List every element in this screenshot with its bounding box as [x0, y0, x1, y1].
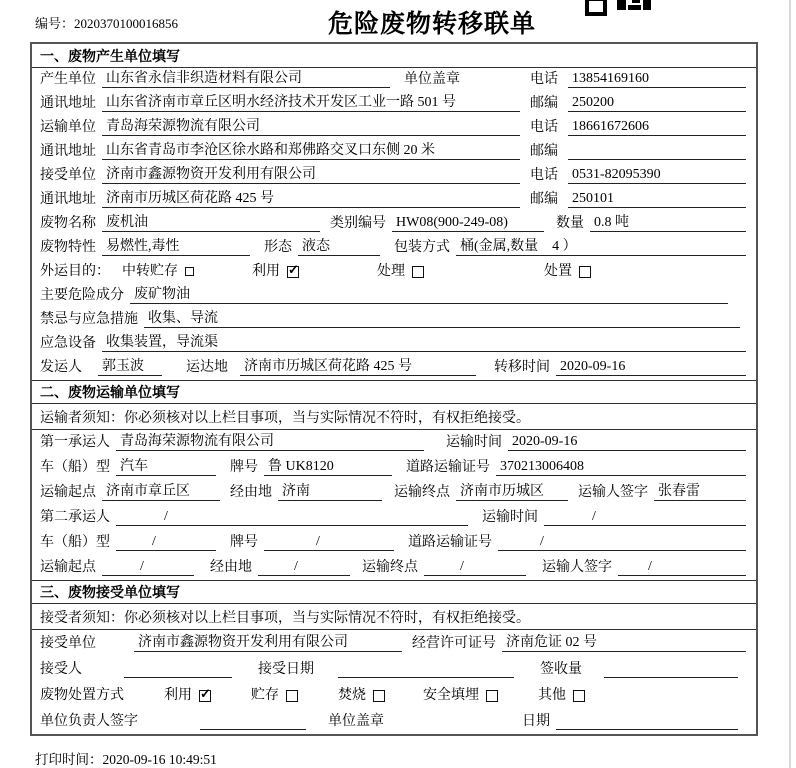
purpose-option-use — [252, 264, 299, 280]
category-label: 类别编号 — [330, 215, 386, 231]
section2-heading: 二、废物运输单位填写 — [32, 380, 756, 404]
equipment-label: 应急设备 — [40, 335, 96, 351]
carrier1-value: 青岛海荣源物流有限公司 — [116, 434, 424, 451]
row-vehicle2 — [32, 530, 756, 555]
transporter-phone-group — [530, 119, 746, 136]
acceptor-value — [124, 662, 232, 678]
section2-notice: 运输者须知：你必须核对以上栏目事项，当与实际情况不符时，有权拒绝接受。 — [32, 404, 756, 430]
form-header — [0, 0, 796, 42]
receiver-phone-group — [530, 167, 746, 184]
measures-value: 收集、导流 — [144, 311, 740, 328]
checkbox-store — [286, 690, 298, 702]
waste-name-value: 废机油 — [102, 215, 320, 232]
category-value: HW08(900-249-08) — [392, 215, 544, 232]
qr-code-fragment — [585, 0, 655, 12]
zip-label: 邮编 — [530, 143, 558, 159]
receiver-zip-value: 250101 — [568, 191, 746, 208]
address-label: 通讯地址 — [40, 191, 96, 207]
disposal-option-landfill — [423, 688, 498, 704]
row-producer-address — [32, 92, 756, 116]
disposal-option-other — [538, 688, 585, 704]
vehicle2-type-value: / — [116, 534, 216, 551]
qr-block — [643, 0, 651, 10]
print-time-value: 2020-09-16 10:49:51 — [102, 752, 217, 767]
equipment-value: 收集装置，导流渠 — [102, 335, 746, 352]
shipper-label: 发运人 — [40, 359, 82, 375]
checkbox-transfer-storage — [185, 267, 194, 276]
dest-value: 济南市历城区荷花路 425 号 — [240, 359, 476, 376]
receiver-value: 济南市鑫源物资开发利用有限公司 — [102, 167, 520, 184]
option-label: 安全填埋 — [423, 687, 479, 703]
purpose-option-treat — [377, 264, 424, 280]
signed-qty-value — [604, 662, 738, 678]
route2-sign-value: / — [618, 559, 746, 576]
plate-label: 牌号 — [230, 459, 258, 475]
route1-end-value: 济南市历城区 — [456, 484, 568, 501]
disposal-label: 废物处置方式 — [40, 687, 124, 703]
option-label: 利用 — [164, 687, 192, 703]
print-time-label: 打印时间： — [35, 752, 103, 767]
disposal-option-store — [251, 688, 298, 704]
date-label: 日期 — [522, 713, 550, 729]
carrier2-value: / — [116, 509, 468, 526]
receiver-label: 接受单位 — [40, 167, 96, 183]
row-purpose — [32, 260, 756, 284]
qr-finder-outline — [585, 0, 607, 16]
route-end-label: 运输终点 — [362, 559, 418, 575]
row-carrier2 — [32, 505, 756, 530]
row-receiver-address — [32, 188, 756, 212]
route-start-label: 运输起点 — [40, 484, 96, 500]
option-label: 利用 — [252, 263, 280, 279]
signed-qty-label: 签收量 — [540, 661, 582, 677]
hazard-label: 主要危险成分 — [40, 287, 124, 303]
transfer-time-value: 2020-09-16 — [556, 359, 746, 376]
operating-license-value: 济南危证 02 号 — [502, 635, 746, 652]
route-end-label: 运输终点 — [394, 484, 450, 500]
checkbox-incinerate — [373, 690, 385, 702]
purpose-option-transfer — [122, 264, 194, 280]
waste-property-label: 废物特性 — [40, 239, 96, 255]
row-producer — [32, 68, 756, 92]
road-license-label: 道路运输证号 — [406, 459, 490, 475]
vehicle-type-label: 车（船）型 — [40, 459, 110, 475]
route1-via-value: 济南 — [278, 484, 382, 501]
row-waste-property — [32, 236, 756, 260]
row-acceptor — [32, 656, 756, 682]
checkbox-use — [287, 266, 299, 278]
transporter-value: 青岛海荣源物流有限公司 — [102, 119, 520, 136]
row-transporter — [32, 116, 756, 140]
transfer-form-table — [30, 42, 758, 736]
receiver-zip-group — [530, 191, 746, 208]
carrier-sign-label: 运输人签字 — [542, 559, 612, 575]
waste-property-value: 易燃性,毒性 — [102, 239, 250, 256]
route1-sign-value: 张春雷 — [654, 484, 746, 501]
producer-zip-group — [530, 95, 746, 112]
producer-phone-value: 13854169160 — [568, 71, 746, 88]
transporter-label: 运输单位 — [40, 119, 96, 135]
section3-heading: 三、废物接受单位填写 — [32, 580, 756, 604]
row-route2 — [32, 555, 756, 580]
producer-zip-value: 250200 — [568, 95, 746, 112]
qr-block — [617, 0, 626, 10]
accept-date-label: 接受日期 — [258, 661, 314, 677]
receiver-address-value: 济南市历城区荷花路 425 号 — [102, 191, 520, 208]
plate-label: 牌号 — [230, 534, 258, 550]
carrier2-time-value: / — [544, 509, 746, 526]
vehicle2-plate-value: / — [264, 534, 394, 551]
via-label: 经由地 — [230, 484, 272, 500]
vehicle-type-label: 车（船）型 — [40, 534, 110, 550]
row-accept-unit — [32, 630, 756, 656]
checkbox-use — [199, 690, 211, 702]
row-transporter-address — [32, 140, 756, 164]
measures-label: 禁忌与应急措施 — [40, 311, 138, 327]
checkbox-dispose — [579, 266, 591, 278]
carrier1-label: 第一承运人 — [40, 434, 110, 450]
row-waste-name — [32, 212, 756, 236]
route2-start-value: / — [102, 559, 194, 576]
form-state-label: 形态 — [264, 239, 292, 255]
road-license-label: 道路运输证号 — [408, 534, 492, 550]
phone-label: 电话 — [530, 167, 558, 183]
phone-label: 电话 — [530, 119, 558, 135]
row-hazard — [32, 284, 756, 308]
vehicle2-license-value: / — [498, 534, 746, 551]
operating-license-label: 经营许可证号 — [412, 635, 496, 651]
form-state-value: 液态 — [298, 239, 380, 256]
responsible-sign-label: 单位负责人签字 — [40, 713, 138, 729]
zip-label: 邮编 — [530, 95, 558, 111]
transport-time-label: 运输时间 — [482, 509, 538, 525]
qr-block — [632, 0, 640, 3]
waste-name-label: 废物名称 — [40, 215, 96, 231]
vehicle1-plate-value: 鲁 UK8120 — [264, 459, 392, 476]
transport-time-label: 运输时间 — [446, 434, 502, 450]
option-label: 处置 — [544, 263, 572, 279]
transporter-zip-group — [530, 144, 746, 160]
phone-label: 电话 — [530, 71, 558, 87]
purpose-option-dispose — [544, 264, 591, 280]
vehicle1-type-value: 汽车 — [116, 459, 216, 476]
responsible-sign-value — [200, 714, 306, 730]
row-vehicle1 — [32, 455, 756, 480]
accept-date-value — [338, 662, 514, 678]
address-label: 通讯地址 — [40, 143, 96, 159]
producer-address-value: 山东省济南市章丘区明水经济技术开发区工业一路 501 号 — [102, 95, 520, 112]
row-receiver — [32, 164, 756, 188]
producer-phone-group — [530, 71, 746, 88]
row-emergency-equipment — [32, 332, 756, 356]
packing-label: 包装方式 — [394, 239, 450, 255]
route2-end-value: / — [424, 559, 526, 576]
print-time — [35, 748, 217, 768]
accept-unit-label: 接受单位 — [40, 635, 96, 651]
route-start-label: 运输起点 — [40, 559, 96, 575]
vehicle1-license-value: 370213006408 — [496, 459, 746, 476]
via-label: 经由地 — [210, 559, 252, 575]
form-number-value: 2020370100016856 — [74, 16, 179, 31]
option-label: 其他 — [538, 687, 566, 703]
checkbox-other — [573, 690, 585, 702]
hazard-value: 废矿物油 — [130, 287, 728, 304]
checkbox-landfill — [486, 690, 498, 702]
purpose-label: 外运目的： — [40, 263, 110, 279]
option-label: 处理 — [377, 263, 405, 279]
form-number-label: 编号： — [35, 16, 75, 31]
carrier2-label: 第二承运人 — [40, 509, 110, 525]
shipper-value: 郭玉波 — [98, 359, 162, 376]
option-label: 贮存 — [251, 687, 279, 703]
qr-block — [628, 5, 641, 10]
accept-unit-value: 济南市鑫源物资开发利用有限公司 — [134, 635, 402, 652]
transfer-time-label: 转移时间 — [494, 359, 550, 375]
disposal-option-incinerate — [338, 688, 385, 704]
row-disposal — [32, 682, 756, 708]
disposal-option-use — [164, 688, 211, 704]
date-value — [556, 714, 738, 730]
row-carrier1 — [32, 430, 756, 455]
option-label: 中转贮存 — [122, 263, 178, 279]
row-emergency-measures — [32, 308, 756, 332]
producer-value: 山东省永信非织造材料有限公司 — [102, 71, 390, 88]
transporter-zip-value — [568, 144, 746, 160]
row-route1 — [32, 480, 756, 505]
section1-heading: 一、废物产生单位填写 — [32, 44, 756, 68]
row-signature — [32, 708, 756, 734]
transporter-address-value: 山东省青岛市李沧区徐水路和郑佛路交叉口东侧 20 米 — [102, 143, 520, 160]
transporter-phone-value: 18661672606 — [568, 119, 746, 136]
unit-seal-label: 单位盖章 — [328, 713, 384, 729]
checkbox-treat — [412, 266, 424, 278]
carrier-sign-label: 运输人签字 — [578, 484, 648, 500]
page-title: 危险废物转移联单 — [327, 11, 536, 38]
qty-label: 数量 — [556, 215, 584, 231]
seal-label: 单位盖章 — [404, 71, 460, 87]
receiver-phone-value: 0531-82095390 — [568, 167, 746, 184]
zip-label: 邮编 — [530, 191, 558, 207]
carrier1-time-value: 2020-09-16 — [508, 434, 746, 451]
qty-value: 0.8 吨 — [590, 215, 746, 232]
producer-label: 产生单位 — [40, 71, 96, 87]
address-label: 通讯地址 — [40, 95, 96, 111]
page-edge-line — [789, 0, 791, 768]
route1-start-value: 济南市章丘区 — [102, 484, 220, 501]
option-label: 焚烧 — [338, 687, 366, 703]
acceptor-label: 接受人 — [40, 661, 82, 677]
section3-notice: 接受者须知：你必须核对以上栏目事项，当与实际情况不符时，有权拒绝接受。 — [32, 604, 756, 630]
row-shipper — [32, 356, 756, 380]
dest-label: 运达地 — [186, 359, 228, 375]
route2-via-value: / — [258, 559, 350, 576]
packing-value: 桶(金属,数量 4 ） — [456, 239, 746, 256]
